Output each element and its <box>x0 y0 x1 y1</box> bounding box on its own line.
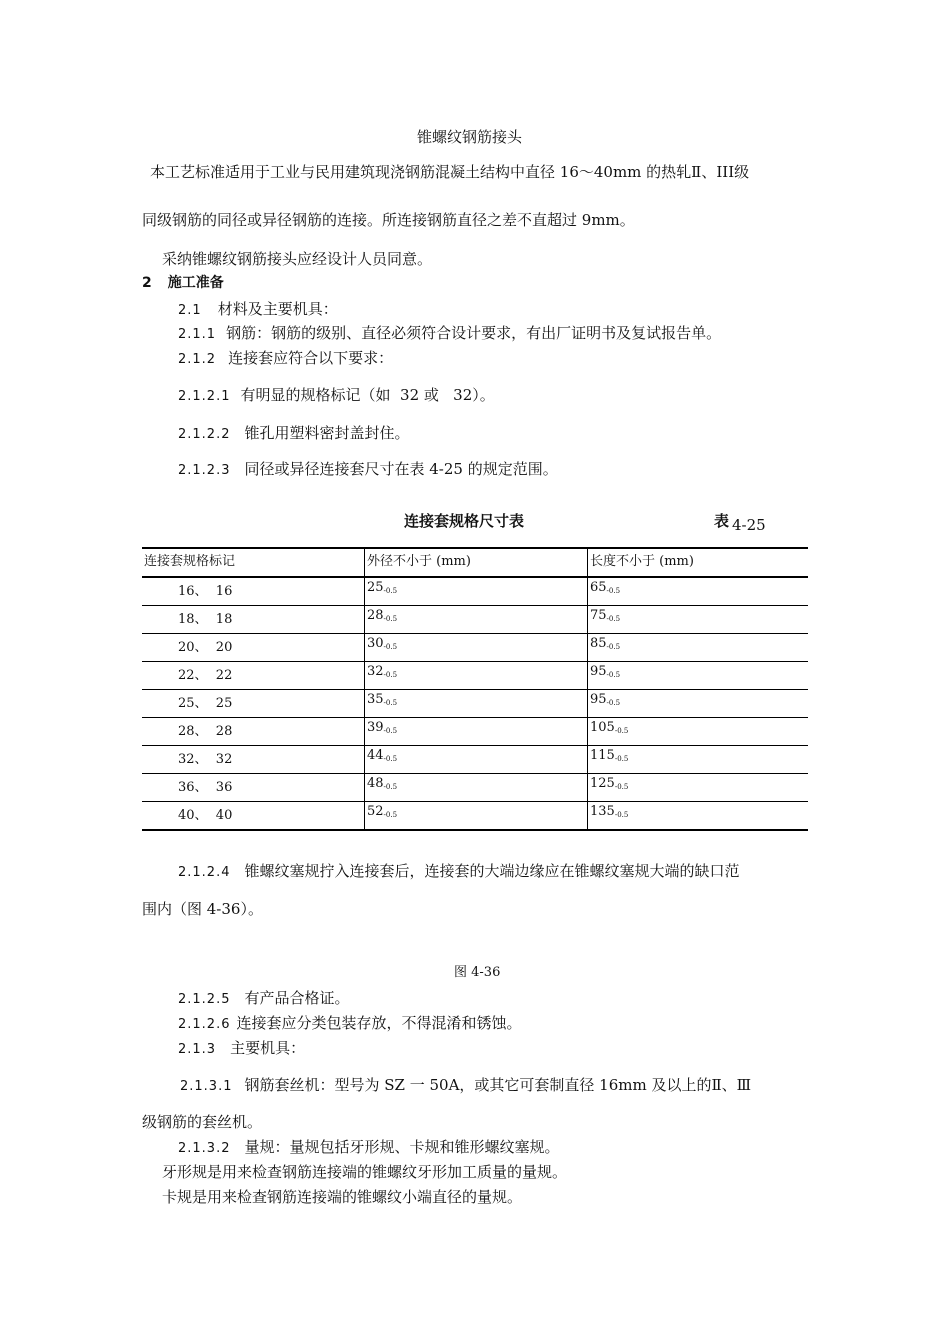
table-row <box>142 606 808 634</box>
length-value: 95 <box>590 692 607 707</box>
item-text: 有产品合格证。 <box>244 989 350 1007</box>
item-2-1-2 <box>178 348 393 370</box>
cell-length <box>588 718 809 746</box>
length-value: 105 <box>590 720 615 735</box>
intro-paragraph-line-1: 本工艺标准适用于工业与民用建筑现浇钢筋混凝土结构中直径 16～40mm 的热轧Ⅱ、III级 <box>150 163 750 181</box>
cell-length <box>588 746 809 774</box>
item-text: 主要机具： <box>230 1039 306 1057</box>
cell-outer-diameter <box>365 746 588 774</box>
tolerance: -0.5 <box>614 811 629 819</box>
table-row <box>142 662 808 690</box>
outer-diameter-value: 44 <box>367 748 384 763</box>
tolerance: -0.5 <box>383 671 398 679</box>
table-row <box>142 774 808 802</box>
header-outer-diameter: 外径不小于 (mm) <box>365 548 588 577</box>
cell-length <box>588 802 809 831</box>
tolerance: -0.5 <box>614 727 629 735</box>
cell-outer-diameter <box>365 634 588 662</box>
cell-spec: 22、 22 <box>142 662 365 690</box>
item-2-1-2-5 <box>178 988 350 1010</box>
spec-table <box>142 547 808 831</box>
item-number: 2.1.2.2 <box>178 427 231 442</box>
cell-outer-diameter <box>365 802 588 831</box>
tolerance: -0.5 <box>383 643 398 651</box>
paragraph-thread-gauge: 牙形规是用来检查钢筋连接端的锥螺纹牙形加工质量的量规。 <box>162 1163 568 1181</box>
cell-spec: 18、 18 <box>142 606 365 634</box>
item-2-1-3 <box>178 1038 305 1060</box>
intro-paragraph-2: 采纳锥螺纹钢筋接头应经设计人员同意。 <box>162 250 433 268</box>
cell-length <box>588 606 809 634</box>
section-title: 施工准备 <box>167 275 224 291</box>
item-2-1-2-4-line-2: 围内（图 4-36）。 <box>142 900 263 918</box>
tolerance: -0.5 <box>383 699 398 707</box>
table-row <box>142 802 808 831</box>
item-number: 2.1 <box>178 303 202 318</box>
table-row <box>142 718 808 746</box>
tolerance: -0.5 <box>606 699 621 707</box>
item-text: 材料及主要机具： <box>217 300 338 318</box>
item-2-1-3-1-line-2: 级钢筋的套丝机。 <box>142 1113 263 1131</box>
intro-paragraph-line-2: 同级钢筋的同径或异径钢筋的连接。所连接钢筋直径之差不直超过 9mm。 <box>142 211 635 229</box>
cell-length <box>588 662 809 690</box>
table-header-row <box>142 548 808 577</box>
table-row <box>142 577 808 606</box>
outer-diameter-value: 52 <box>367 804 384 819</box>
cell-spec: 25、 25 <box>142 690 365 718</box>
length-value: 65 <box>590 580 607 595</box>
tolerance: -0.5 <box>614 783 629 791</box>
item-text: 有明显的规格标记（如 32 或 32）。 <box>240 386 495 404</box>
table-row <box>142 690 808 718</box>
outer-diameter-value: 28 <box>367 608 384 623</box>
tolerance: -0.5 <box>383 615 398 623</box>
outer-diameter-value: 30 <box>367 636 384 651</box>
length-value: 85 <box>590 636 607 651</box>
outer-diameter-value: 35 <box>367 692 384 707</box>
outer-diameter-value: 32 <box>367 664 384 679</box>
figure-label: 图 4-36 <box>454 965 501 980</box>
length-value: 115 <box>590 748 615 763</box>
item-text: 锥孔用塑料密封盖封住。 <box>244 424 410 442</box>
item-number: 2.1.2.1 <box>178 389 231 404</box>
item-2-1-1 <box>178 323 721 345</box>
item-number: 2.1.3 <box>178 1042 217 1057</box>
item-text: 钢筋套丝机：型号为 SZ 一 50A，或其它可套制直径 16mm 及以上的Ⅱ、Ⅲ <box>244 1076 752 1094</box>
tolerance: -0.5 <box>606 587 621 595</box>
item-2-1-2-2 <box>178 423 410 445</box>
cell-outer-diameter <box>365 774 588 802</box>
tolerance: -0.5 <box>383 755 398 763</box>
outer-diameter-value: 39 <box>367 720 384 735</box>
table-row <box>142 634 808 662</box>
cell-spec: 40、 40 <box>178 808 233 823</box>
length-value: 125 <box>590 776 615 791</box>
item-2-1-2-3 <box>178 459 558 481</box>
cell-outer-diameter <box>365 577 588 606</box>
item-text: 锥螺纹塞规拧入连接套后，连接套的大端边缘应在锥螺纹塞规大端的缺口范 <box>244 862 740 880</box>
tolerance: -0.5 <box>383 783 398 791</box>
paragraph-caliper-gauge: 卡规是用来检查钢筋连接端的锥螺纹小端直径的量规。 <box>162 1188 523 1206</box>
item-text: 同径或异径连接套尺寸在表 4-25 的规定范围。 <box>244 460 558 478</box>
item-number: 2.1.3.1 <box>180 1079 233 1094</box>
item-number: 2.1.2.6 <box>178 1017 231 1032</box>
length-value: 75 <box>590 608 607 623</box>
item-2-1-2-4-line-1 <box>178 861 740 883</box>
cell-length <box>588 690 809 718</box>
item-2-1 <box>178 299 338 321</box>
outer-diameter-value: 25 <box>367 580 384 595</box>
item-number: 2.1.3.2 <box>178 1141 231 1156</box>
tolerance: -0.5 <box>383 811 398 819</box>
item-text: 量规：量规包括牙形规、卡规和锥形螺纹塞规。 <box>244 1138 560 1156</box>
tolerance: -0.5 <box>606 671 621 679</box>
item-number: 2.1.2.5 <box>178 992 231 1007</box>
cell-length <box>588 577 809 606</box>
cell-spec: 32、 32 <box>142 746 365 774</box>
table-number: 4-25 <box>732 516 766 534</box>
section-number: 2 <box>142 275 152 291</box>
table-caption: 连接套规格尺寸表 <box>404 512 525 530</box>
length-value: 135 <box>590 804 615 819</box>
tolerance: -0.5 <box>606 615 621 623</box>
item-text: 连接套应分类包装存放，不得混淆和锈蚀。 <box>236 1014 522 1032</box>
cell-spec: 16、 16 <box>142 577 365 606</box>
table-number-label: 表 <box>714 512 730 530</box>
cell-length <box>588 774 809 802</box>
tolerance: -0.5 <box>383 587 398 595</box>
header-length: 长度不小于 (mm) <box>588 548 809 577</box>
header-spec: 连接套规格标记 <box>142 548 365 577</box>
item-number: 2.1.1 <box>178 327 217 342</box>
tolerance: -0.5 <box>606 643 621 651</box>
tolerance: -0.5 <box>614 755 629 763</box>
section-heading <box>142 273 224 293</box>
table-row <box>142 746 808 774</box>
item-number: 2.1.2.3 <box>178 463 231 478</box>
length-value: 95 <box>590 664 607 679</box>
tolerance: -0.5 <box>383 727 398 735</box>
cell-outer-diameter <box>365 690 588 718</box>
cell-outer-diameter <box>365 606 588 634</box>
item-number: 2.1.2 <box>178 352 217 367</box>
item-2-1-3-1-line-1 <box>180 1075 751 1097</box>
cell-spec: 20、 20 <box>142 634 365 662</box>
outer-diameter-value: 48 <box>367 776 384 791</box>
document-title: 锥螺纹钢筋接头 <box>417 128 523 146</box>
cell-spec: 36、 36 <box>142 774 365 802</box>
item-text: 钢筋：钢筋的级别、直径必须符合设计要求，有出厂证明书及复试报告单。 <box>226 324 722 342</box>
item-2-1-3-2 <box>178 1137 560 1159</box>
item-text: 连接套应符合以下要求： <box>228 349 394 367</box>
item-number: 2.1.2.4 <box>178 865 231 880</box>
cell-outer-diameter <box>365 662 588 690</box>
cell-outer-diameter <box>365 718 588 746</box>
item-2-1-2-1 <box>178 385 495 407</box>
item-2-1-2-6 <box>178 1013 522 1035</box>
cell-spec: 28、 28 <box>142 718 365 746</box>
cell-length <box>588 634 809 662</box>
